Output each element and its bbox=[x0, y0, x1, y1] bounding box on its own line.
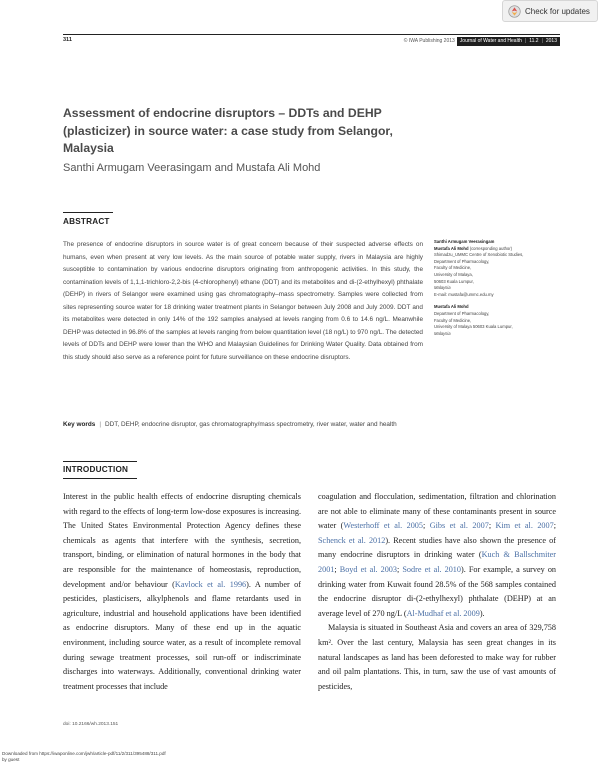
text-run: ). Recent studies have also shown the presence of many endocrine disruptors in drinking water ( bbox=[318, 535, 556, 560]
citation-link[interactable]: Gibs et al. 2007 bbox=[429, 521, 489, 531]
citation-link[interactable]: Kuch & Ballschmiter 2001 bbox=[318, 550, 556, 574]
page-number: 311 bbox=[63, 37, 72, 43]
citation-link[interactable]: Westerhoff et al. 2005 bbox=[343, 521, 423, 531]
affiliation-line: Faculty of Medicine, bbox=[434, 317, 472, 323]
affiliation-corresponding-line bbox=[434, 246, 564, 253]
citation-link[interactable]: Schenck et al. 2012 bbox=[318, 535, 386, 545]
download-line: by guest bbox=[2, 757, 20, 762]
separator: | bbox=[541, 38, 543, 44]
affiliation-line: Shimadzu_UMMC Centre of Xenobiotic Studies, bbox=[434, 252, 524, 258]
paragraph: Malaysia is situated in Southeast Asia and covers an area of 329,758 km². Over the last century, Malaysia has seen great changes in its natural landscapes as land has been deforested to make way for rubber and oil palm plantations. This, in turn, saw the use of vast amounts of pesticides, bbox=[318, 623, 556, 691]
journal-info bbox=[404, 37, 560, 46]
keywords-label: Key words bbox=[63, 421, 96, 428]
affiliation-author-name: Mustafa Ali Mohd bbox=[434, 304, 469, 310]
journal-year: 2013 bbox=[545, 38, 557, 44]
introduction-rule bbox=[63, 461, 137, 462]
affiliation-author-name: Mustafa Ali Mohd bbox=[434, 245, 469, 251]
affiliation-line: Malaysia bbox=[434, 330, 451, 336]
download-footer bbox=[2, 751, 166, 763]
citation-link[interactable]: Kavlock et al. 1996 bbox=[174, 579, 247, 589]
citation-link[interactable]: Boyd et al. 2003 bbox=[339, 564, 397, 574]
corresponding-note: (corresponding author) bbox=[469, 245, 513, 251]
abstract-rule bbox=[63, 212, 113, 213]
text-run: ). A number of pesticides, plasticisers, alkylphenols and flame retardants used in agriculture, industrial and household applications have been identified as endocrine disruptors. Many of these end up in the aquatic environment, including source water, as a result of incomplete removal during sewage treatment processes, soil run-off or indiscriminate discharges into waterways. Additionally, conventional drinking water treatment processes that include bbox=[63, 579, 301, 691]
body-column-left bbox=[63, 490, 301, 694]
affiliation-line: 50603 Kuala Lumpur, bbox=[434, 278, 474, 284]
affiliation-line: Department of Pharmacology, bbox=[434, 258, 490, 264]
affiliation-email[interactable]: E-mail: mustafa@ummc.edu.my bbox=[434, 291, 494, 297]
affiliation-author-name: Santhi Armugam Veerasingam bbox=[434, 239, 495, 244]
body-column-right bbox=[318, 490, 556, 694]
article-authors: Santhi Armugam Veerasingam and Mustafa Ali Mohd bbox=[63, 162, 321, 174]
citation-link[interactable]: Sodre et al. 2010 bbox=[402, 564, 461, 574]
affiliation-line: University of Malaya 50603 Kuala Lumpur, bbox=[434, 324, 513, 330]
paragraph bbox=[63, 490, 301, 694]
keywords-separator: | bbox=[99, 421, 101, 428]
affiliation-block bbox=[434, 239, 564, 298]
journal-badge bbox=[457, 37, 560, 46]
separator: | bbox=[524, 38, 527, 44]
check-updates-icon bbox=[508, 5, 521, 18]
text-run: ). bbox=[479, 608, 485, 618]
running-header bbox=[63, 34, 560, 46]
introduction-heading: INTRODUCTION bbox=[63, 465, 129, 474]
download-line: Downloaded from https://iwaponline.com/jwh/article-pdf/11/2/311/395488/311.pdf bbox=[2, 751, 166, 756]
check-updates-label: Check for updates bbox=[525, 6, 590, 16]
author-affiliations bbox=[434, 239, 564, 343]
copyright-text: © IWA Publishing 2013 bbox=[403, 38, 455, 44]
affiliation-line: Department of Pharmacology, bbox=[434, 310, 490, 316]
affiliation-line: Malaysia bbox=[434, 285, 451, 291]
affiliation-line: Faculty of Medicine, bbox=[434, 265, 472, 271]
article-title: Assessment of endocrine disruptors – DDTs and DEHP (plasticizer) in source water: a case study from Selangor, Malaysia bbox=[63, 106, 393, 155]
affiliation-block bbox=[434, 304, 564, 337]
affiliation-line: University of Malaya, bbox=[434, 271, 473, 277]
keywords bbox=[63, 419, 423, 431]
introduction-underline bbox=[63, 478, 137, 479]
volume-issue: 11.2 bbox=[529, 38, 539, 44]
paragraph: coagulation and flocculation, sedimentation, filtration and chlorination are not able to eliminate many of these contaminants present in source water (Westerhoff et al. 2005; Gibs et al. 2007; Kim et al. 2007; Schenck et al. 2012). Recent studies have also shown the presence of many endocrine disruptors in drinking water (Kuch & Ballschmiter 2001; Boyd et al. 2003; Sodre et al. 2010). For example, a survey on drinking water from Kuwait found 28.5% of the 568 samples contained the endocrine disruptor di-(2-ethylhexyl) phthalate (DEHP) at an average level of 270 ng/L (Al-Mudhaf et al. 2009). bbox=[318, 492, 557, 618]
doi-text[interactable]: doi: 10.2166/wh.2013.151 bbox=[63, 722, 119, 727]
check-for-updates-button[interactable] bbox=[502, 0, 598, 22]
abstract-text: The presence of endocrine disruptors in source water is of great concern because of their suspected adverse effects on humans, even when present at very low levels. As the main source of potable water supply, rivers in Malaysia are highly susceptible to contamination by various endocrine disruptors originating from anthropogenic activities. In this study, the contamination levels of 1,1,1-trichloro-2,2-bis (4-chlorophenyl) ethane (DDT) and its metabolites and di-(2-ethylhexyl) phthalate (DEHP) in rivers of Selangor were examined using gas chromatography–mass spectrometry. Samples were collected from sites representing source water for 18 drinking water treatment plants in Selangor between July 2008 and July 2009. DDT and its metabolites were detected in only 14% of the 192 samples analysed at levels ranging from 0.6 to 14.6 ng/L. Meanwhile DEHP was detected in 96.8% of the samples at levels ranging from below quantitation level (18 ng/L) to 970 ng/L. The detected levels of DDTs and DEHP were lower than the WHO and Malaysian Guidelines for Drinking Water Quality. Data obtained from this study should also serve as a reference point for future surveillance on these endocrine disruptors. bbox=[63, 241, 423, 361]
text-run: ). For example, a survey on drinking water from Kuwait found 28.5% of the 568 samples contained the endocrine disruptor di-(2-ethylhexyl) phthalate (DEHP) at an average level of 270 ng/L ( bbox=[318, 564, 557, 618]
keywords-list: DDT, DEHP, endocrine disruptor, gas chromatography/mass spectrometry, river water, water and health bbox=[105, 421, 397, 428]
citation-link[interactable]: Al-Mudhaf et al. 2009 bbox=[406, 608, 480, 618]
citation-link[interactable]: Kim et al. 2007 bbox=[495, 521, 554, 531]
abstract-heading: ABSTRACT bbox=[63, 217, 110, 226]
text-run: Interest in the public health effects of endocrine disrupting chemicals with regard to the effects of long-term low-dose exposures is increasing. The United States Environmental Protection Agency defines these chemicals as agents that interfere with the synthesis, secretion, transport, binding, or elimination of natural hormones in the body that are responsible for the maintenance of homeostasis, reproduction, development and/or behaviour ( bbox=[63, 492, 301, 589]
journal-name: Journal of Water and Health bbox=[459, 38, 522, 44]
text-run: coagulation and flocculation, sedimentation, filtration and chlorination are not able to eliminate many of these contaminants present in source water ( bbox=[318, 492, 556, 531]
